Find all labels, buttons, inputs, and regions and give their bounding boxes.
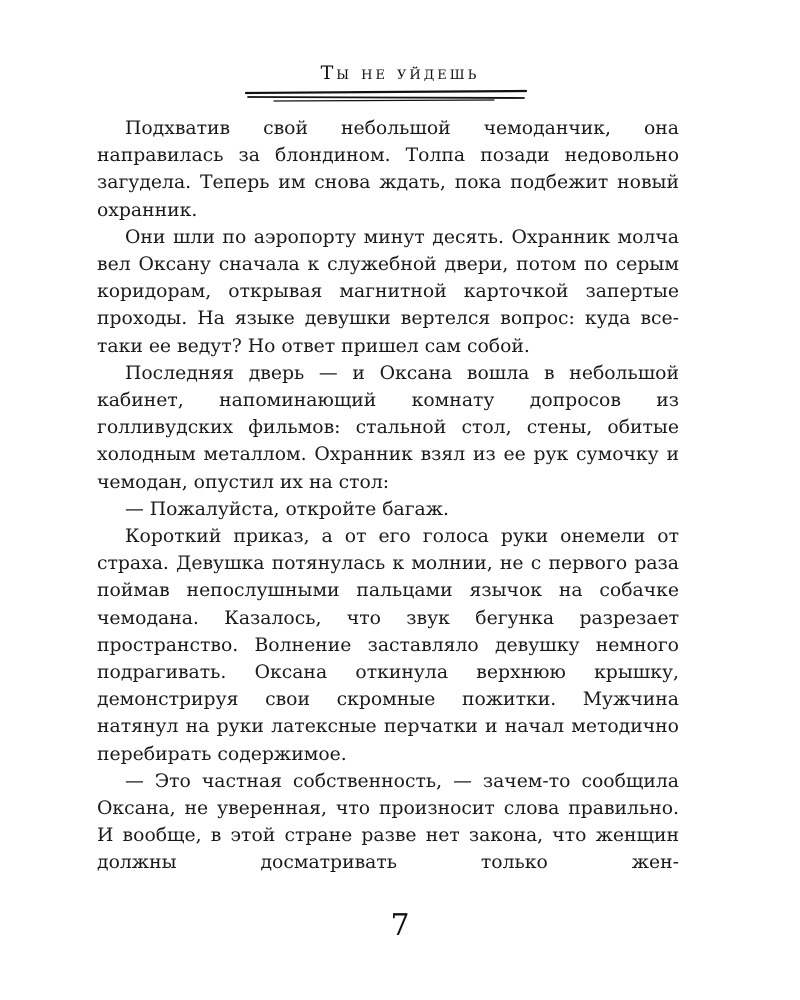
body-text: [97, 115, 679, 877]
paragraph: — Пожалуйста, откройте багаж.: [125, 498, 450, 520]
page-number: 7: [390, 908, 410, 943]
running-head: Ты не уйдешь: [320, 62, 480, 84]
paragraph: — Это частная собственность, — зачем-то сообщила Оксана, не уверенная, что произносит слова правильно. И вообще, в этой стране разве нет закона, что женщин должны досматривать только жен-: [97, 770, 679, 874]
paragraph: Последняя дверь — и Оксана вошла в небольшой кабинет, напоминающий комнату допросов из голливудских фильмов: стальной стол, стены, обитые холодным металлом. Охранник взял из ее рук сумочку и чемодан, опустил их на стол:: [97, 362, 679, 493]
running-head-underline: [244, 88, 528, 104]
paragraph: Они шли по аэропорту минут десять. Охранник молча вел Оксану сначала к служебной двери, потом по серым коридорам, открывая магнитной карточкой запертые проходы. На языке девушки вертелся вопрос: куда все-таки ее ведут? Но ответ пришел сам собой.: [97, 226, 679, 357]
paragraph: Короткий приказ, а от его голоса руки онемели от страха. Девушка потянулась к молнии, не с первого раза поймав непослушными пальцами язычок на собачке чемодана. Казалось, что звук бегунка разрезает пространство. Волнение заставляло девушку немного подрагивать. Оксана откинула верхнюю крышку, демонстрируя свои скромные пожитки. Мужчина натянул на руки латексные перчатки и начал методично перебирать содержимое.: [97, 526, 679, 765]
paragraph: Подхватив свой небольшой чемоданчик, она направилась за блондином. Толпа позади недовольно загудела. Теперь им снова ждать, пока подбежит новый охранник.: [97, 118, 679, 221]
